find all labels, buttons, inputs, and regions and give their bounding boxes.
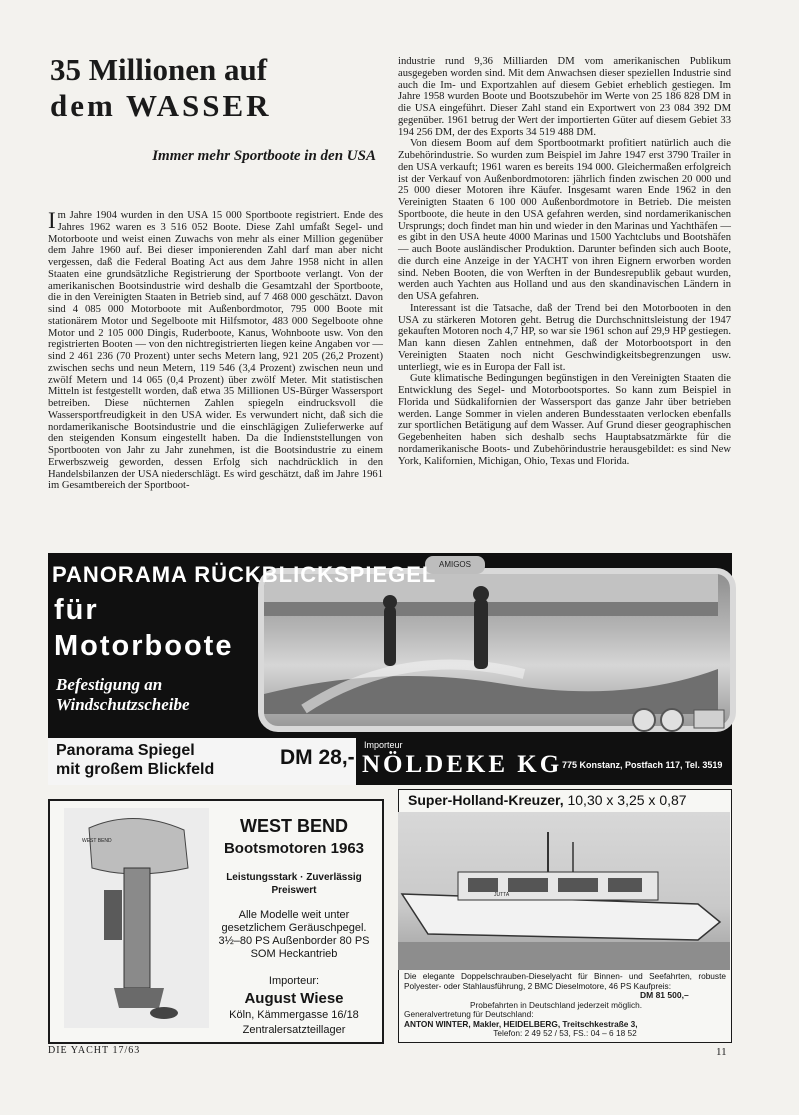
westbend-address-1: Köln, Kämmergasse 16/18 (229, 1009, 359, 1021)
panorama-address: 775 Konstanz, Postfach 117, Tel. 3519 (562, 760, 723, 770)
holland-description: Die elegante Doppelschrauben-Dieselyacht für Binnen- und Seefahrten, robuste Polyester- oder Stahlausführung, 2 BMC Dieselmotore, 46 PS Kaufpreis: (404, 971, 726, 991)
westbend-brand: WEST BEND (240, 816, 348, 836)
panorama-firm: NÖLDEKE KG (362, 751, 563, 778)
paragraph: Gute klimatische Bedingungen begünstigen in den Vereinigten Staaten die Entwicklung des Segel- und Motorbootsportes. So kann zum Beispiel in Florida und Südkalifornien der Wassersport das ganze Jahr über betrieben werden. Lange Sommer in vielen anderen Bundesstaaten verlocken ebenfalls zur sportlichen Betätigung auf dem Wasser. Auf Grund dieser geographischen Gegebenheiten haben sich deshalb sechs Hauptabsatzmärkte für die nordamerikanische Boots- und Zubehörindustrie herausgebildet: es sind New York, Kalifornien, Michigan, Ohio, Texas und Florida. (398, 373, 731, 467)
spiegel-line-1: Panorama Spiegel (56, 742, 195, 759)
mirror-brand-label: AMIGOS (425, 556, 485, 574)
holland-contact-1: Generalvertretung für Deutschland: (404, 1009, 534, 1019)
panorama-line-fuer: für (54, 594, 99, 626)
article-subtitle: Immer mehr Sportboote in den USA (152, 148, 376, 164)
yacht-photo (398, 812, 730, 970)
westbend-address-2: Zentralersatzteillager (242, 1024, 346, 1036)
westbend-importer-name: August Wiese (244, 990, 344, 1007)
spiegel-line-2: mit großem Blickfeld (56, 761, 215, 778)
westbend-claims: Leistungsstark · Zuverlässig Preiswert (226, 872, 362, 896)
holland-contact-3: Telefon: 2 49 52 / 53, FS.: 04 – 6 18 52 (493, 1028, 637, 1039)
yacht-illustration (398, 812, 730, 970)
panorama-headline: PANORAMA RÜCKBLICKSPIEGEL (52, 562, 437, 587)
panorama-mounting-text: Befestigung an Windschutzscheibe (56, 675, 190, 714)
panorama-subheadline (54, 592, 233, 664)
holland-headline (408, 792, 687, 808)
holland-headline-name: Super-Holland-Kreuzer, (408, 792, 564, 808)
holland-note: Probefahrten in Deutschland jederzeit möglich. (470, 1000, 643, 1010)
paragraph: Von diesem Boom auf dem Sportbootmarkt profitiert natürlich auch die Zubehörindustrie. So wurden zum Beispiel im Jahre 1947 erst 3790 Trailer in den USA verkauft; 1961 waren es bereits 194 000. Gleichermaßen erfolgreich ist der Verkauf von Außenbordmotoren: jährlich finden zwischen 20 000 und 25 000 dieser Motoren ihre Käufer. Insgesamt waren Ende 1962 in den Vereinigten Staaten 6 100 000 Außenbordmotore in Betrieb. Die meisten Sportboote, die heute in den USA gefahren werden, sind nordamerikanischen Ursprungs; doch findet man hin und wieder in den Marinas und Yachthäfen — es gibt in den USA heute 4000 Marinas und 1500 Yachtclubs und Bootshäfen — auch Boote ausländischer Produktion. Darunter befinden sich auch Boote, die durch eine Anzeige in der YACHT von ihren Eignern erworben worden sind. Neben Booten, die von Werften in der Bundesrepublik gebaut wurden, werden auch Yachten aus Holland und aus den skandinavischen Ländern in den USA gefahren. (398, 138, 731, 302)
paragraph: industrie rund 9,36 Milliarden DM vom amerikanischen Publikum ausgegeben worden sind. Mit dem Anwachsen dieser speziellen Industrie sind auch die Im- und Exportzahlen auf diesem Gebiet erheblich gestiegen. Im Jahre 1958 wurden Boote und Bootszubehör im Werte von 25 186 828 DM in die USA eingeführt. Dieser Zahl stand ein Exportwert von 23 084 392 DM gegenüber. 1961 betrug der Wert der importierten Güter auf diesem Gebiet 33 194 256 DM, der des Exports 34 519 488 DM. (398, 56, 731, 138)
holland-headline-dims: 10,30 x 3,25 x 0,87 (567, 792, 687, 808)
panorama-spiegel-text (56, 741, 276, 779)
boat-name-label: JUTTA (494, 892, 510, 898)
holland-contact (404, 1010, 726, 1039)
title-line-1: 35 Millionen auf (50, 52, 268, 87)
motor-label: WEST BEND (82, 838, 112, 844)
dashboard-gauges (560, 690, 730, 740)
article-column-right (398, 56, 731, 467)
holland-contact-2: ANTON WINTER, Makler, HEIDELBERG, Treitschkestraße 3, (404, 1018, 638, 1029)
panorama-price: DM 28,- (280, 746, 355, 769)
panorama-line-motorboote: Motorboote (54, 630, 234, 662)
westbend-importeur-label: Importeur: (268, 975, 320, 987)
westbend-body: Alle Modelle weit unter gesetzlichem Geräuschpegel. 3½–80 PS Außenborder 80 PS SOM Heckantrieb (218, 909, 370, 960)
article-column-left (48, 210, 383, 492)
page-number: 11 (716, 1046, 727, 1058)
paragraph: Interessant ist die Tatsache, daß der Trend bei den Motorbooten in den USA zu stärkeren Motoren geht. Betrug die Durchschnittsleistung der 1947 gekauften Motoren noch 4,7 HP, so war sie 1961 schon auf 29,9 HP gestiegen. Man kann diesen Zahlen entnehmen, daß der Motorbootsport in den Vereinigten Staaten noch nicht Geschwindigkeitsbegrenzungen usw. unterliegt, wie es in Europa der Fall ist. (398, 302, 731, 373)
holland-price: DM 81 500,– (640, 990, 689, 1000)
paragraph: Im Jahre 1904 wurden in den USA 15 000 Sportboote registriert. Ende des Jahres 1962 waren es 3 516 052 Boote. Diese Zahl umfaßt Segel- und Motorboote und weist einen Zuwachs von mehr als einer Million gegenüber dem Jahre 1960 auf. Bei dieser imponierenden Zahl darf man aber nicht vergessen, daß die Federal Boating Act aus dem Jahre 1958 nicht in allen Staaten eine grundsätzliche Registrierung der Sportboote verlangt. Von der amerikanischen Bootsindustrie wird deshalb die Gesamtzahl der Sportboote, die in den Vereinigten Staaten in Betrieb sind, auf 7 468 000 geschätzt. Davon sind 4 085 000 Motorboote mit Außenbordmotor, 795 000 Boote mit stationärem Motor und Segelboote mit Hilfsmotor, 483 000 Segelboote ohne Motor und 2 105 000 Dingis, Ruderboote, Kanus, Wohnboote usw. Von den registrierten Booten — von den nichtregistrierten liegen keine Angaben vor — sind 2 461 236 (70 Prozent) unter sechs Metern lang, 921 205 (26,2 Prozent) zwischen sechs und neun Metern, 119 546 (3,4 Prozent) zwischen neun und zwölf Metern und 14 065 (0,4 Prozent) über zwölf Meter. Mit statistischen Mitteln ist festgestellt worden, daß etwa 35 Millionen US-Bürger Wassersport betreiben. Diese nüchternen Zahlen spiegeln eindrucksvoll die Wassersportfreudigkeit in den USA wider. Es verwundert nicht, daß sich die nordamerikanische Bootsindustrie und die einschlägigen Zulieferwerke auf den steigenden Konsum eingestellt haben. Da die Indienststellungen von Sportbooten von Jahr zu Jahr zunehmen, ist die Bootsindustrie zu einem Erwerbszweig geworden, dessen Erfolg sich nachdrücklich in den Handelsbilanzen der USA niederschlägt. Es wird geschätzt, daß im Jahre 1961 im Gesamtbereich der Sportboot- (48, 208, 383, 492)
westbend-subtitle: Bootsmotoren 1963 (223, 840, 365, 857)
article-title (50, 52, 310, 124)
magazine-footer: DIE YACHT 17/63 (48, 1045, 141, 1056)
westbend-text (212, 808, 376, 1037)
title-line-2: dem WASSER (50, 88, 272, 123)
panorama-importeur-label: Importeur (364, 740, 403, 750)
